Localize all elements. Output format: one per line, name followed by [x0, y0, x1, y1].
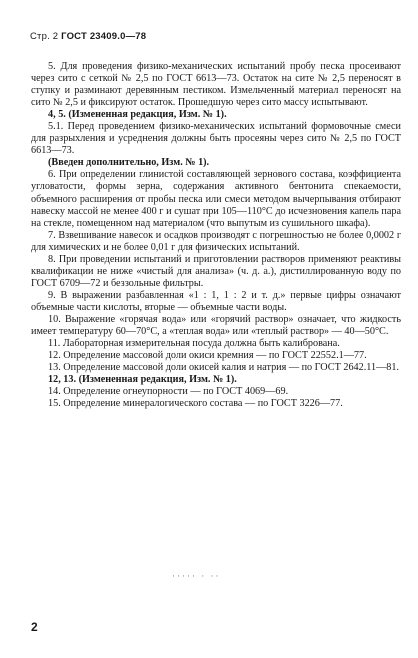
- paragraph-7: 7. Взвешивание навесок и осадков производят с погрешностью не более 0,0002 г для химических и не более 0,01 г для физических испытаний.: [31, 229, 401, 253]
- standard-code: ГОСТ 23409.0—78: [61, 31, 147, 42]
- amendment-note-12-13: 12, 13. (Измененная редакция, Изм. № 1).: [48, 374, 237, 386]
- paragraph-14: 14. Определение огнеупорности — по ГОСТ 4069—69.: [48, 386, 289, 398]
- page-header: [30, 31, 146, 42]
- paragraph-11: 11. Лабораторная измерительная посуда должна быть калибрована.: [48, 338, 340, 350]
- paragraph-5: 5. Для проведения физико-механических испытаний пробу песка просеивают через сито с сеткой № 2,5 по ГОСТ 6613—73. Остаток на сите № 2,5 переносят в ступку и разминают деревянным пестиком. Измельченный материал переносят на сито № 2,5 и фиксируют остаток. Прошедшую через сито массу испытывают.: [31, 61, 401, 109]
- paragraph-8: 8. При проведении испытаний и приготовлении растворов применяют реактивы квалификации не ниже «чистый для анализа» (ч. д. а.), дистиллированную воду по ГОСТ 6709—72 и беззольные фильтры.: [31, 253, 401, 289]
- page-label: Стр. 2: [30, 31, 59, 42]
- paragraph-12: 12. Определение массовой доли окиси кремния — по ГОСТ 22552.1—77.: [48, 350, 367, 362]
- amendment-note-4-5: 4, 5. (Измененная редакция, Изм. № 1).: [48, 109, 227, 121]
- paragraph-6: 6. При определении глинистой составляющей зернового состава, коэффициента угловатости, формы зерна, содержания активного бентонита спекаемости, объемного расширения от пробы песка или смеси методом вычерпывания отбирают навеску массой не менее 400 г и сушат при 105—110°С до исчезновения капель пара на стекле, помещенном над материалом (что выпутым из сушильного шкафа).: [31, 169, 401, 229]
- paragraph-9: 9. В выражении разбавленная «1 : 1, 1 : 2 и т. д.» первые цифры означают объемные части кислоты, вторые — объемные части воды.: [31, 289, 401, 313]
- paragraph-15: 15. Определение минералогического состава — по ГОСТ 3226—77.: [48, 398, 343, 410]
- amendment-note-5-1: (Введен дополнительно, Изм. № 1).: [48, 157, 210, 169]
- page-number: 2: [31, 620, 38, 634]
- paragraph-13: 13. Определение массовой доли окисей калия и натрия — по ГОСТ 2642.11—81.: [48, 362, 400, 374]
- page-scan-artifact: ····· · ··: [172, 571, 221, 581]
- paragraph-10: 10. Выражение «горячая вода» или «горячий раствор» означает, что жидкость имеет температуру 60—70°С, а «теплая вода» или «теплый раствор» — 40—50°С.: [31, 313, 401, 338]
- paragraph-5-1: 5.1. Перед проведением физико-механических испытаний формовочные смеси для разрыхления и усреднения должны быть просеяны через сито № 2,5 по ГОСТ 6613—73.: [31, 121, 401, 157]
- document-body: [31, 61, 401, 410]
